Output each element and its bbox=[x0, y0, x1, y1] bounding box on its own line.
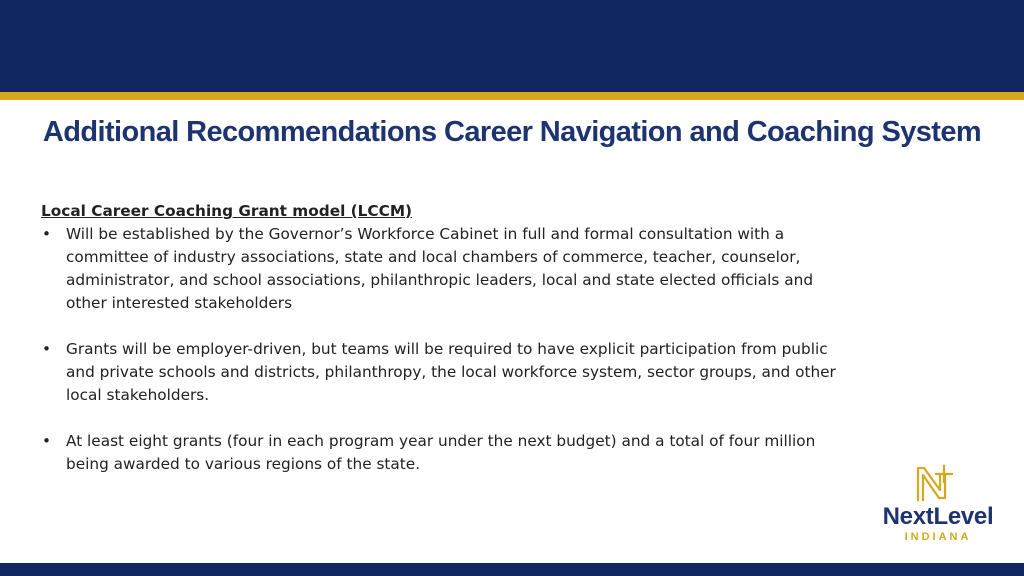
section-subheading: Local Career Coaching Grant model (LCCM) bbox=[41, 202, 413, 220]
logo-subtext: INDIANA bbox=[904, 531, 972, 543]
bullet-marker: • bbox=[42, 225, 52, 243]
footer-band bbox=[0, 563, 1024, 576]
list-item bbox=[41, 430, 851, 476]
next-level-indiana-logo bbox=[868, 460, 1008, 550]
logo-wordmark: NextLevel bbox=[882, 503, 994, 530]
slide-body bbox=[41, 200, 851, 476]
bullet-list bbox=[41, 223, 851, 476]
slide-title: Additional Recommendations Career Navigation and Coaching System bbox=[42, 116, 982, 148]
bullet-text: Grants will be employer-driven, but teams will be required to have explicit participation from public and private schools and districts, philanthropy, the local workforce system, sector groups, and other local stakeholders. bbox=[66, 340, 836, 404]
bullet-text: Will be established by the Governor’s Workforce Cabinet in full and formal consultation with a committee of industry associations, state and local chambers of commerce, teacher, counselor, administrator, and school associations, philanthropic leaders, local and state elected officials and other interested stakeholders bbox=[66, 225, 814, 312]
bullet-marker: • bbox=[42, 432, 52, 450]
next-level-n-icon bbox=[914, 460, 956, 502]
list-item bbox=[41, 338, 851, 407]
list-item bbox=[41, 223, 851, 315]
bullet-marker: • bbox=[42, 340, 52, 358]
header-band bbox=[0, 0, 1024, 92]
header-accent-stripe bbox=[0, 92, 1024, 100]
bullet-text: At least eight grants (four in each program year under the next budget) and a total of four million being awarded to various regions of the state. bbox=[66, 432, 816, 473]
